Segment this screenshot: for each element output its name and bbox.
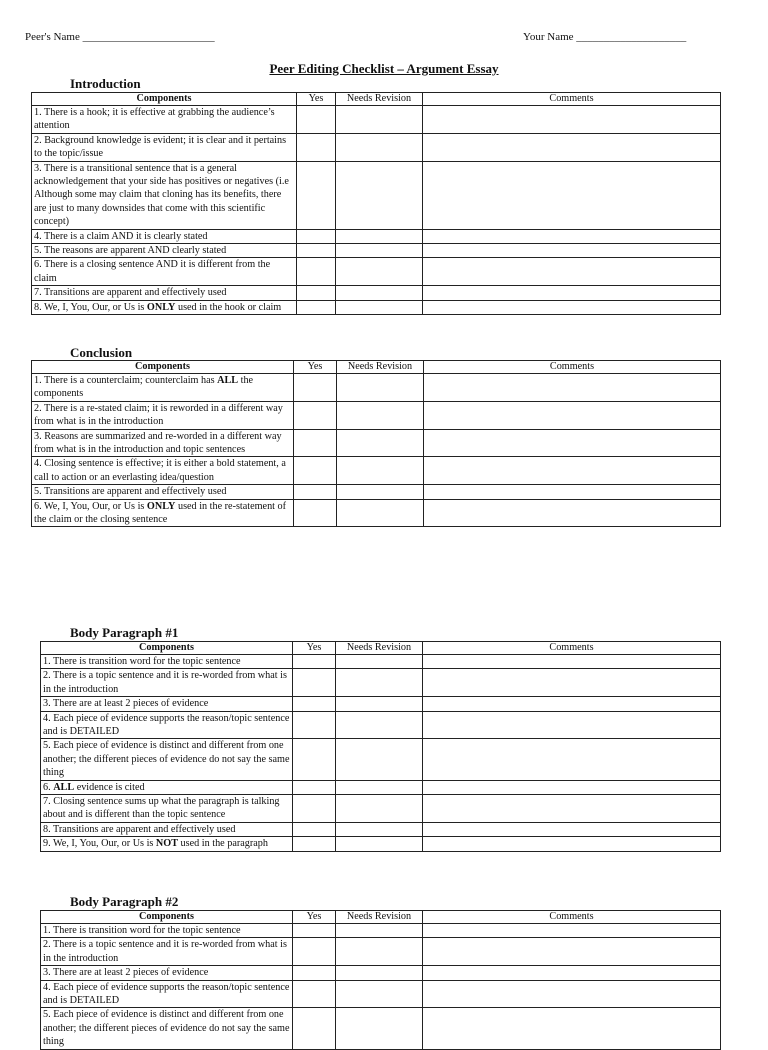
needs-revision-cell[interactable] — [337, 429, 424, 457]
needs-revision-cell[interactable] — [336, 1008, 423, 1049]
table-row — [32, 106, 721, 134]
needs-revision-cell[interactable] — [336, 244, 423, 258]
needs-revision-cell[interactable] — [337, 485, 424, 499]
needs-revision-cell[interactable] — [336, 161, 423, 229]
table-row — [32, 300, 721, 314]
your-name-line: ____________________ — [576, 31, 687, 43]
comments-cell[interactable] — [423, 837, 721, 851]
table-row — [32, 401, 721, 429]
introduction-table — [31, 92, 721, 315]
your-name-label: Your Name — [523, 31, 574, 43]
comments-cell[interactable] — [423, 739, 721, 780]
yes-cell[interactable] — [293, 780, 336, 794]
table-row — [41, 966, 721, 980]
col-comments: Comments — [423, 642, 721, 655]
yes-cell[interactable] — [293, 822, 336, 836]
col-comments: Comments — [423, 93, 721, 106]
component-cell: 5. Each piece of evidence is distinct and different from one another; the different pieces of evidence do not say the same thing — [41, 739, 293, 780]
yes-cell[interactable] — [297, 229, 336, 243]
col-components: Components — [41, 911, 293, 924]
component-cell: 4. Each piece of evidence supports the reason/topic sentence and is DETAILED — [41, 980, 293, 1008]
col-needs-revision: Needs Revision — [337, 361, 424, 374]
comments-cell[interactable] — [424, 401, 721, 429]
component-cell: 4. Closing sentence is effective; it is either a bold statement, a call to action or an everlasting idea/question — [32, 457, 294, 485]
component-emphasis: ONLY — [146, 500, 176, 512]
component-cell: 8. Transitions are apparent and effectively used — [41, 822, 293, 836]
comments-cell[interactable] — [424, 429, 721, 457]
comments-cell[interactable] — [423, 106, 721, 134]
component-cell: 2. Background knowledge is evident; it is clear and it pertains to the topic/issue — [32, 133, 297, 161]
component-text: 9. We, I, You, Our, or Us is — [43, 838, 156, 850]
needs-revision-cell[interactable] — [336, 966, 423, 980]
component-cell — [41, 780, 293, 794]
needs-revision-cell[interactable] — [336, 286, 423, 300]
peer-name-label: Peer's Name — [25, 31, 80, 43]
yes-cell[interactable] — [294, 429, 337, 457]
component-cell: 3. Reasons are summarized and re-worded in a different way from what is in the introduction and topic sentences — [32, 429, 294, 457]
component-cell: 3. There is a transitional sentence that is a general acknowledgement that your side has positives or negatives (i.e Although some may claim that cloning has its benefits, there are just to many downsides that come with this scientific concept) — [32, 161, 297, 229]
needs-revision-cell[interactable] — [336, 258, 423, 286]
needs-revision-cell[interactable] — [336, 980, 423, 1008]
col-components: Components — [32, 361, 294, 374]
col-comments: Comments — [423, 911, 721, 924]
comments-cell[interactable] — [423, 795, 721, 823]
col-yes: Yes — [293, 911, 336, 924]
yes-cell[interactable] — [297, 133, 336, 161]
table-row — [32, 286, 721, 300]
table-row — [41, 938, 721, 966]
table-row — [41, 837, 721, 851]
yes-cell[interactable] — [293, 980, 336, 1008]
table-row — [41, 795, 721, 823]
component-cell: 2. There is a topic sentence and it is re-worded from what is in the introduction — [41, 669, 293, 697]
component-text: used in the hook or claim — [175, 301, 282, 313]
yes-cell[interactable] — [293, 711, 336, 739]
yes-cell[interactable] — [293, 837, 336, 851]
needs-revision-cell[interactable] — [336, 780, 423, 794]
component-text: used in the re-statement of the claim or the closing sentence — [34, 500, 287, 526]
col-yes: Yes — [297, 93, 336, 106]
col-components: Components — [41, 642, 293, 655]
col-needs-revision: Needs Revision — [336, 911, 423, 924]
table-row — [32, 485, 721, 499]
yes-cell[interactable] — [293, 669, 336, 697]
col-needs-revision: Needs Revision — [336, 642, 423, 655]
component-text: 8. We, I, You, Our, or Us is — [34, 301, 147, 313]
needs-revision-cell[interactable] — [336, 924, 423, 938]
component-text: the components — [34, 375, 254, 400]
yes-cell[interactable] — [297, 161, 336, 229]
table-row — [32, 258, 721, 286]
table-row — [32, 229, 721, 243]
component-emphasis: NOT — [155, 838, 178, 850]
comments-cell[interactable] — [424, 485, 721, 499]
body-paragraph-2-table — [40, 910, 721, 1050]
col-yes: Yes — [293, 642, 336, 655]
table-row — [32, 133, 721, 161]
yes-cell[interactable] — [297, 106, 336, 134]
yes-cell[interactable] — [293, 697, 336, 711]
comments-cell[interactable] — [423, 669, 721, 697]
component-text: evidence is cited — [74, 781, 145, 793]
comments-cell[interactable] — [423, 161, 721, 229]
needs-revision-cell[interactable] — [337, 499, 424, 527]
table-row — [41, 697, 721, 711]
table-row — [32, 374, 721, 402]
component-emphasis: ALL — [217, 375, 239, 386]
table-row — [32, 457, 721, 485]
component-cell: 4. Each piece of evidence supports the reason/topic sentence and is DETAILED — [41, 711, 293, 739]
needs-revision-cell[interactable] — [336, 106, 423, 134]
component-text: used in the paragraph — [178, 838, 268, 850]
comments-cell[interactable] — [423, 697, 721, 711]
yes-cell[interactable] — [293, 739, 336, 780]
table-row — [41, 669, 721, 697]
conclusion-table — [31, 360, 721, 527]
table-header-row — [32, 93, 721, 106]
table-header-row — [41, 642, 721, 655]
table-row — [41, 780, 721, 794]
table-row — [32, 499, 721, 527]
yes-cell[interactable] — [293, 924, 336, 938]
needs-revision-cell[interactable] — [336, 697, 423, 711]
component-cell: 5. The reasons are apparent AND clearly stated — [32, 244, 297, 258]
comments-cell[interactable] — [423, 780, 721, 794]
table-row — [41, 655, 721, 669]
component-text: 6. — [43, 781, 54, 793]
component-cell: 5. Transitions are apparent and effectively used — [32, 485, 294, 499]
needs-revision-cell[interactable] — [336, 655, 423, 669]
comments-cell[interactable] — [423, 300, 721, 314]
yes-cell[interactable] — [293, 655, 336, 669]
needs-revision-cell[interactable] — [336, 300, 423, 314]
component-emphasis: ALL — [53, 781, 75, 793]
comments-cell[interactable] — [423, 966, 721, 980]
component-cell: 3. There are at least 2 pieces of evidence — [41, 966, 293, 980]
comments-cell[interactable] — [423, 258, 721, 286]
needs-revision-cell[interactable] — [336, 711, 423, 739]
yes-cell[interactable] — [297, 286, 336, 300]
comments-cell[interactable] — [423, 711, 721, 739]
component-cell: 2. There is a re-stated claim; it is reworded in a different way from what is in the introduction — [32, 401, 294, 429]
section-title-body-paragraph-2: Body Paragraph #2 — [70, 894, 179, 909]
yes-cell[interactable] — [293, 966, 336, 980]
yes-cell[interactable] — [297, 258, 336, 286]
table-row — [41, 822, 721, 836]
peer-name-line: ________________________ — [82, 31, 215, 43]
component-cell: 1. There is a hook; it is effective at grabbing the audience’s attention — [32, 106, 297, 134]
comments-cell[interactable] — [423, 655, 721, 669]
yes-cell[interactable] — [294, 401, 337, 429]
table-header-row — [32, 361, 721, 374]
component-text: 1. There is a counterclaim; counterclaim has — [34, 375, 218, 386]
needs-revision-cell[interactable] — [336, 133, 423, 161]
needs-revision-cell[interactable] — [336, 938, 423, 966]
comments-cell[interactable] — [423, 924, 721, 938]
component-cell: 7. Closing sentence sums up what the paragraph is talking about and is different than the topic sentence — [41, 795, 293, 823]
needs-revision-cell[interactable] — [336, 837, 423, 851]
component-text: 6. We, I, You, Our, or Us is — [34, 500, 147, 512]
page-title: Peer Editing Checklist – Argument Essay — [269, 61, 499, 76]
component-cell — [32, 300, 297, 314]
table-header-row — [41, 911, 721, 924]
yes-cell[interactable] — [293, 1008, 336, 1049]
needs-revision-cell[interactable] — [337, 401, 424, 429]
yes-cell[interactable] — [294, 374, 337, 402]
comments-cell[interactable] — [424, 374, 721, 402]
yes-cell[interactable] — [294, 499, 337, 527]
comments-cell[interactable] — [423, 229, 721, 243]
needs-revision-cell[interactable] — [336, 669, 423, 697]
needs-revision-cell[interactable] — [336, 229, 423, 243]
table-row — [41, 1008, 721, 1049]
table-row — [32, 429, 721, 457]
yes-cell[interactable] — [294, 485, 337, 499]
comments-cell[interactable] — [424, 457, 721, 485]
table-row — [41, 924, 721, 938]
component-emphasis: ONLY — [146, 301, 176, 313]
component-cell: 3. There are at least 2 pieces of evidence — [41, 697, 293, 711]
section-title-body-paragraph-1: Body Paragraph #1 — [70, 625, 179, 640]
col-components: Components — [32, 93, 297, 106]
comments-cell[interactable] — [423, 938, 721, 966]
component-cell: 7. Transitions are apparent and effectively used — [32, 286, 297, 300]
component-cell: 5. Each piece of evidence is distinct and different from one another; the different pieces of evidence do not say the same thing — [41, 1008, 293, 1049]
comments-cell[interactable] — [424, 499, 721, 527]
needs-revision-cell[interactable] — [336, 739, 423, 780]
table-row — [32, 244, 721, 258]
needs-revision-cell[interactable] — [337, 457, 424, 485]
yes-cell[interactable] — [293, 795, 336, 823]
col-needs-revision: Needs Revision — [336, 93, 423, 106]
component-cell: 1. There is transition word for the topic sentence — [41, 924, 293, 938]
peer-name-field — [25, 31, 215, 43]
section-title-introduction: Introduction — [70, 76, 141, 91]
needs-revision-cell[interactable] — [336, 795, 423, 823]
component-cell — [32, 499, 294, 527]
comments-cell[interactable] — [423, 1008, 721, 1049]
your-name-field — [523, 31, 686, 43]
section-title-conclusion: Conclusion — [70, 345, 133, 360]
component-cell: 1. There is transition word for the topic sentence — [41, 655, 293, 669]
component-cell: 6. There is a closing sentence AND it is different from the claim — [32, 258, 297, 286]
comments-cell[interactable] — [423, 980, 721, 1008]
comments-cell[interactable] — [423, 286, 721, 300]
body-paragraph-1-table — [40, 641, 721, 852]
needs-revision-cell[interactable] — [337, 374, 424, 402]
table-row — [41, 711, 721, 739]
table-row — [41, 980, 721, 1008]
col-yes: Yes — [294, 361, 337, 374]
needs-revision-cell[interactable] — [336, 822, 423, 836]
component-cell — [41, 837, 293, 851]
component-cell: 2. There is a topic sentence and it is re-worded from what is in the introduction — [41, 938, 293, 966]
yes-cell[interactable] — [297, 244, 336, 258]
component-cell — [32, 374, 294, 402]
col-comments: Comments — [424, 361, 721, 374]
yes-cell[interactable] — [294, 457, 337, 485]
yes-cell[interactable] — [293, 938, 336, 966]
table-row — [41, 739, 721, 780]
comments-cell[interactable] — [423, 244, 721, 258]
comments-cell[interactable] — [423, 133, 721, 161]
yes-cell[interactable] — [297, 300, 336, 314]
comments-cell[interactable] — [423, 822, 721, 836]
table-row — [32, 161, 721, 229]
component-cell: 4. There is a claim AND it is clearly stated — [32, 229, 297, 243]
